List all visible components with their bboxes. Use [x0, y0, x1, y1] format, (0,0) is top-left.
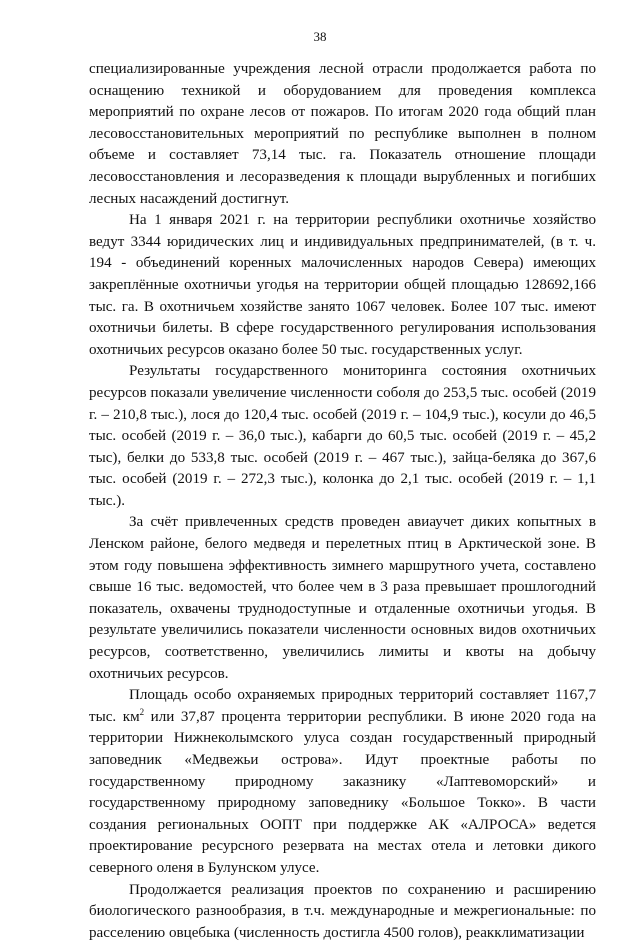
protected-areas-text-start: Площадь особо охраняемых природных территорий составляет 1167,7 тыс. км [89, 687, 596, 725]
paragraph-protected-areas [89, 685, 596, 879]
page-number: 38 [313, 29, 327, 44]
superscript-squared: 2 [139, 706, 145, 717]
paragraph-monitoring-results: Результаты государственного мониторинга состояния охотничьих ресурсов показали увеличение численности соболя до 253,5 тыс. особей (2019 г. – 210,8 тыс.), лося до 120,4 тыс. особей (2019 г. – 104,9 тыс.), косули до 46,5 тыс. особей (2019 г. – 36,0 тыс.), кабарги до 60,5 тыс. особей (2019 г. – 45,2 тыс), белки до 533,8 тыс. особей (2019 г. – 467 тыс.), зайца-беляка до 367,6 тыс. особей (2019 г. – 272,3 тыс.), колонка до 2,1 тыс. особей (2019 г. – 1,1 тыс.). [89, 363, 596, 509]
protected-areas-text-end: или 37,87 процента территории республики. В июне 2020 года на территории Нижнеколымского улуса создан государственный природный заповедник «Медвежьи острова». Идут проектные работы по государственному природному заказнику «Лаптевоморский» и государственному природному заповеднику «Большое Токко». В части создания региональных ООПТ при поддержке АК «АЛРОСА» ведется проектирование ресурсного резервата на местах отела и летовки дикого северного оленя в Булунском улусе. [89, 708, 596, 876]
paragraph-hunting-economy: На 1 января 2021 г. на территории республики охотничье хозяйство ведут 3344 юридических лиц и индивидуальных предпринимателей, (в т. ч. 194 - объединений коренных малочисленных народов Севера) имеющих закреплённые охотничьи угодья на территории общей площадью 128692,166 тыс. га. В охотничьем хозяйстве занято 1067 человек. Более 107 тыс. имеют охотничьи билеты. В сфере государственного регулирования использования охотничьих ресурсов оказано более 50 тыс. государственных услуг. [89, 212, 596, 358]
paragraph-biodiversity: Продолжается реализация проектов по сохранению и расширению биологического разнообразия, в т.ч. международные и межрегиональные: по расселению овцебыка (численность достигла 4500 голов), реакклиматизации [89, 881, 596, 941]
paragraph-aerial-census: За счёт привлеченных средств проведен авиаучет диких копытных в Ленском районе, белого медведя и перелетных птиц в Арктической зоне. В этом году повышена эффективность зимнего маршрутного учета, составлено свыше 16 тыс. ведомостей, что более чем в 3 раза превышает прошлогодний показатель, охвачены труднодоступные и отдаленные охотничьи угодья. В результате увеличились показатели численности основных видов охотничьих ресурсов, соответственно, увеличились лимиты и квоты на добычу охотничьих ресурсов. [89, 514, 596, 682]
document-body [89, 59, 596, 944]
paragraph-forestry: специализированные учреждения лесной отрасли продолжается работа по оснащению техникой и оборудованием для проведения комплекса мероприятий по охране лесов от пожаров. По итогам 2020 года общий план лесовосстановительных мероприятий по республике выполнен в полном объеме и составляет 73,14 тыс. га. Показатель отношение площади лесовосстановления и лесоразведения к площади вырубленных и погибших лесных насаждений достигнут. [89, 61, 596, 207]
